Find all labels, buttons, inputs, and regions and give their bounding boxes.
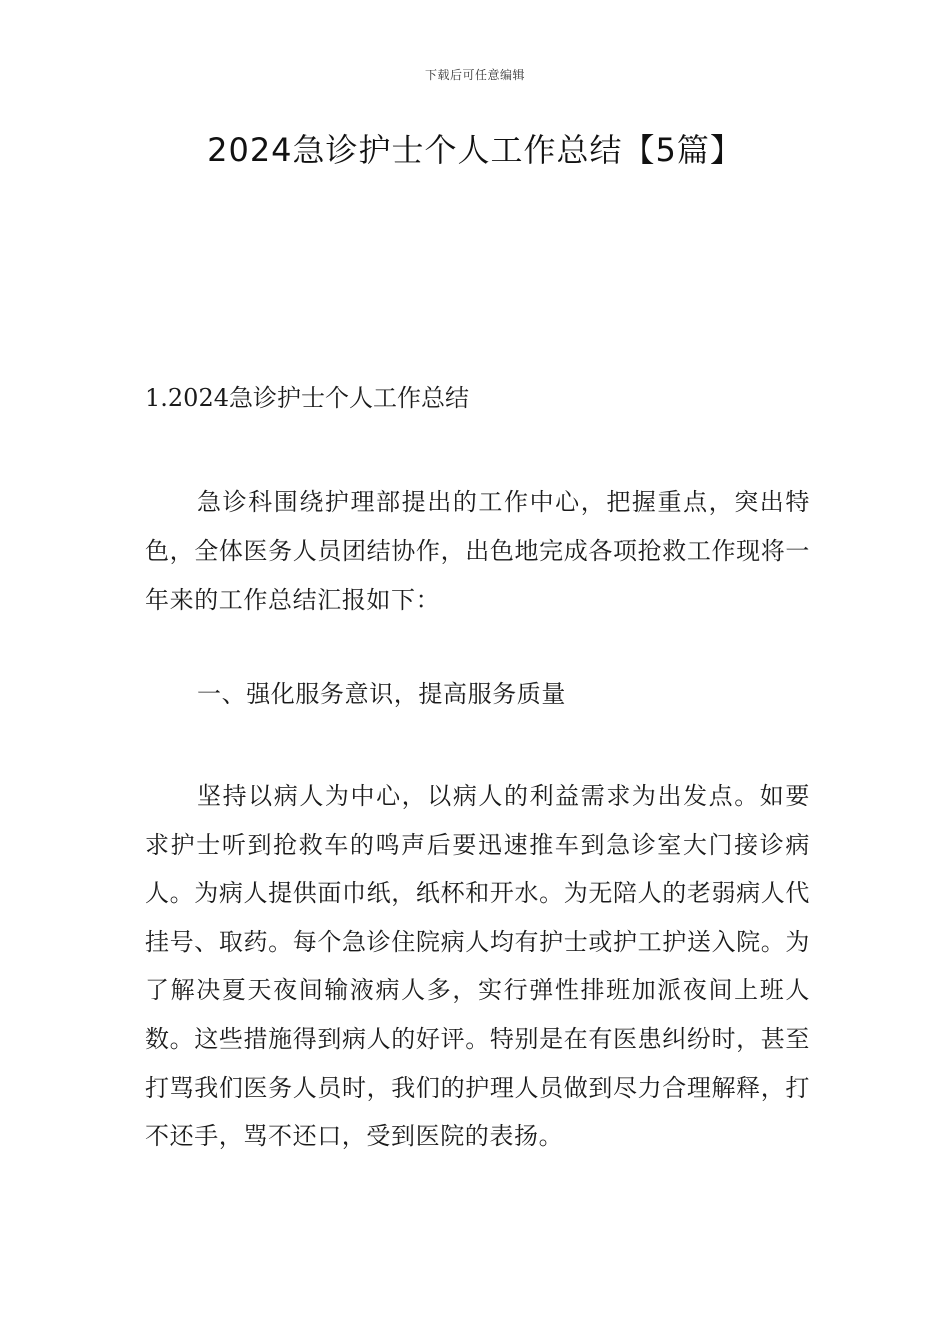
intro-paragraph: 急诊科围绕护理部提出的工作中心，把握重点，突出特色，全体医务人员团结协作，出色地完成各项抢救工作现将一年来的工作总结汇报如下：: [145, 488, 810, 614]
body-paragraph: 坚持以病人为中心，以病人的利益需求为出发点。如要求护士听到抢救车的鸣声后要迅速推车到急诊室大门接诊病人。为病人提供面巾纸，纸杯和开水。为无陪人的老弱病人代挂号、取药。每个急诊住院病人均有护士或护工护送入院。为了解决夏天夜间输液病人多，实行弹性排班加派夜间上班人数。这些措施得到病人的好评。特别是在有医患纠纷时，甚至打骂我们医务人员时，我们的护理人员做到尽力合理解释，打不还手，骂不还口，受到医院的表扬。: [145, 782, 810, 1151]
header-note: 下载后可任意编辑: [424, 68, 525, 82]
subheading-service-quality: 一、强化服务意识，提高服务质量: [197, 680, 566, 708]
section-heading: 1.2024急诊护士个人工作总结: [145, 384, 469, 412]
document-title: 2024急诊护士个人工作总结【5篇】: [207, 131, 743, 169]
